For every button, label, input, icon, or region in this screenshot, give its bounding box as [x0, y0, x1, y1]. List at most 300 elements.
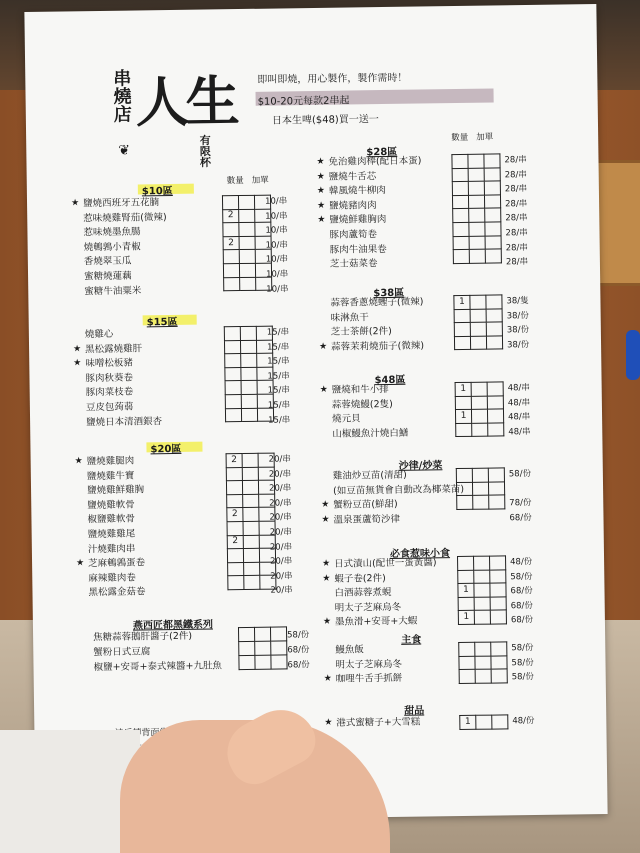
- add-cell[interactable]: [492, 715, 508, 729]
- add-cell[interactable]: [484, 154, 500, 168]
- add-cell[interactable]: [257, 380, 273, 394]
- add-cell[interactable]: [258, 453, 274, 467]
- add-cell[interactable]: [256, 340, 272, 354]
- brand-logo: 人生: [135, 70, 237, 135]
- add-cell[interactable]: [471, 396, 487, 410]
- section-title: $48區: [374, 374, 406, 387]
- qty-cell[interactable]: [239, 641, 255, 655]
- menu-item-price: 28/串: [505, 198, 528, 210]
- add-cell[interactable]: [257, 353, 273, 367]
- add-cell[interactable]: [484, 195, 500, 209]
- add-cell[interactable]: [240, 277, 256, 291]
- add-cell[interactable]: [241, 408, 257, 422]
- menu-item-name: 惹味燒墨魚腸: [83, 226, 141, 239]
- qty-cell[interactable]: 1: [458, 611, 474, 625]
- menu-item-price: 58/份: [508, 469, 532, 480]
- section-title: $38區: [373, 287, 405, 300]
- qty-cell[interactable]: [458, 597, 474, 611]
- add-cell[interactable]: [474, 610, 490, 624]
- add-header: 加單: [251, 175, 269, 186]
- qty-cell[interactable]: [456, 423, 472, 437]
- menu-item-price: 28/串: [504, 169, 527, 180]
- menu-item-price: 20/串: [270, 585, 293, 597]
- qty-cell[interactable]: [458, 556, 474, 570]
- order-grid[interactable]: [226, 453, 277, 591]
- star-icon: ★: [322, 617, 332, 628]
- menu-item-price: 58/份: [287, 630, 310, 641]
- menu-item-name: 免治雞肉棒(配日本蛋): [328, 155, 422, 168]
- qty-cell[interactable]: 1: [455, 410, 471, 424]
- add-cell[interactable]: [271, 641, 287, 655]
- add-cell[interactable]: [484, 167, 500, 181]
- qty-cell[interactable]: [453, 209, 469, 223]
- star-icon: ★: [319, 384, 328, 395]
- menu-item-name: 焦糖蒜蓉鵝肝醬子(2件): [93, 630, 193, 644]
- add-cell[interactable]: [255, 222, 271, 236]
- add-cell[interactable]: [475, 642, 491, 656]
- menu-item-name: 蒜蓉茉莉燒茄子(微辣): [331, 340, 425, 353]
- add-cell[interactable]: [476, 715, 492, 729]
- add-cell[interactable]: [472, 482, 488, 496]
- qty-cell[interactable]: 2: [223, 209, 239, 223]
- add-cell[interactable]: [244, 562, 260, 576]
- add-cell[interactable]: [259, 507, 275, 521]
- qty-cell[interactable]: 1: [458, 583, 474, 597]
- add-cell[interactable]: [239, 209, 255, 223]
- add-cell[interactable]: [239, 223, 255, 237]
- add-cell[interactable]: [255, 236, 271, 250]
- menu-item-price: 28/串: [504, 155, 527, 166]
- add-cell[interactable]: [470, 309, 486, 323]
- add-cell[interactable]: [241, 381, 257, 395]
- qty-cell[interactable]: [453, 250, 469, 264]
- add-cell[interactable]: [259, 548, 275, 562]
- section-title: 主食: [401, 634, 422, 646]
- add-cell[interactable]: [490, 610, 506, 624]
- menu-item-price: 48/串: [507, 383, 530, 394]
- add-cell[interactable]: [468, 154, 484, 168]
- add-cell[interactable]: [270, 627, 286, 641]
- menu-item-name: 味淋魚干: [330, 311, 369, 324]
- add-cell[interactable]: [468, 195, 484, 209]
- add-cell[interactable]: [241, 354, 257, 368]
- star-icon: ★: [319, 341, 328, 352]
- qty-cell[interactable]: [225, 367, 241, 381]
- menu-item-name: 明太子芝麻烏冬: [334, 601, 402, 614]
- qty-cell[interactable]: 1: [454, 295, 470, 309]
- add-cell[interactable]: [489, 495, 505, 509]
- add-cell[interactable]: [486, 322, 502, 336]
- menu-item-name: 鹽燒雞鮮雞胸: [86, 484, 145, 497]
- menu-item-price: 48/份: [510, 556, 533, 568]
- add-cell[interactable]: [255, 209, 271, 223]
- qty-cell[interactable]: [452, 154, 468, 168]
- menu-item-price: 38/份: [506, 325, 530, 336]
- menu-item-name: 黑松露燒雞肝: [85, 343, 143, 355]
- menu-item-price: 15/串: [267, 341, 290, 353]
- add-cell[interactable]: [488, 423, 504, 437]
- add-cell[interactable]: [259, 535, 275, 549]
- add-cell[interactable]: [469, 209, 485, 223]
- menu-item-price: 20/串: [268, 483, 292, 494]
- menu-item-price: 68/份: [287, 645, 310, 656]
- menu-item-name: 白酒蒜蓉煮蜆: [334, 587, 392, 599]
- add-cell[interactable]: [243, 535, 259, 549]
- add-cell[interactable]: [257, 367, 273, 381]
- qty-cell[interactable]: [226, 467, 242, 481]
- menu-item-price: 28/串: [505, 228, 528, 239]
- star-icon: ★: [70, 198, 80, 209]
- menu-item-name: 豚肉菜枝卷: [85, 386, 134, 399]
- qty-cell[interactable]: [228, 576, 244, 590]
- section-title: 必食惹味小食: [389, 548, 451, 560]
- menu-item-price: 58/份: [511, 657, 534, 668]
- add-cell[interactable]: [241, 367, 257, 381]
- add-cell[interactable]: [491, 642, 507, 656]
- promo-beer: 日本生啤($48)買一送一: [271, 114, 379, 127]
- menu-item-price: 15/串: [267, 385, 290, 397]
- menu-item-name: 日式漬山(配世一蛋黃醬): [334, 557, 437, 570]
- add-cell[interactable]: [468, 168, 484, 182]
- add-cell[interactable]: [471, 409, 487, 423]
- add-cell[interactable]: [471, 382, 487, 396]
- menu-item-price: 20/串: [269, 527, 292, 538]
- qty-cell[interactable]: [455, 396, 471, 410]
- menu-item-price: 48/串: [507, 397, 531, 408]
- qty-cell[interactable]: [223, 250, 239, 264]
- qty-cell[interactable]: 1: [455, 382, 471, 396]
- menu-item-name: 明太子芝麻烏冬: [335, 658, 403, 671]
- add-cell[interactable]: [470, 322, 486, 336]
- blue-pen: [626, 330, 640, 380]
- add-cell[interactable]: [487, 382, 503, 396]
- add-cell[interactable]: [243, 548, 259, 562]
- add-cell[interactable]: [468, 181, 484, 195]
- add-cell[interactable]: [485, 222, 501, 236]
- menu-item-price: 15/串: [267, 400, 291, 411]
- menu-item-price: 58/份: [510, 571, 533, 582]
- menu-item-name: 鹽燒西班牙五花腩: [82, 197, 160, 210]
- add-cell[interactable]: [258, 480, 274, 494]
- add-cell[interactable]: [244, 576, 260, 590]
- add-cell[interactable]: [240, 340, 256, 354]
- section-title: 沙律/炒菜: [398, 460, 443, 472]
- qty-cell[interactable]: [456, 482, 472, 496]
- menu-item-name: 芝士茶餅(2件): [330, 326, 392, 338]
- add-cell[interactable]: [473, 495, 489, 509]
- qty-cell[interactable]: [459, 656, 475, 670]
- qty-cell[interactable]: 2: [227, 535, 243, 549]
- star-icon: ★: [322, 558, 331, 569]
- qty-cell[interactable]: [225, 381, 241, 395]
- menu-item-name: 味噌松板豬: [85, 357, 133, 370]
- add-cell[interactable]: [474, 556, 490, 570]
- menu-item-price: 15/串: [267, 371, 290, 382]
- add-cell[interactable]: [242, 467, 258, 481]
- menu-item-price: 48/份: [512, 715, 535, 727]
- add-cell[interactable]: [256, 326, 272, 340]
- menu-item-price: 68/份: [510, 600, 533, 612]
- add-cell[interactable]: [257, 408, 273, 422]
- section-title: 燕西匠都黑鐵系列: [132, 619, 214, 632]
- order-grid[interactable]: [451, 153, 502, 263]
- add-cell[interactable]: [470, 336, 486, 350]
- add-cell[interactable]: [490, 556, 506, 570]
- star-icon: ★: [317, 215, 326, 226]
- qty-cell[interactable]: [224, 277, 240, 291]
- add-cell[interactable]: [259, 521, 275, 535]
- menu-item-price: 48/串: [508, 426, 531, 438]
- menu-item-name: 蒜蓉燒鰻(2隻): [331, 398, 393, 411]
- qty-cell[interactable]: [239, 655, 255, 669]
- add-cell[interactable]: [490, 569, 506, 583]
- add-cell[interactable]: [472, 423, 488, 437]
- menu-item-name: 港式蜜糖子+大雪糕: [336, 716, 421, 729]
- add-cell[interactable]: [491, 655, 507, 669]
- menu-item-price: 10/串: [265, 210, 288, 222]
- menu-item-name: 燒雞心: [84, 328, 114, 341]
- order-grid[interactable]: [458, 641, 508, 683]
- star-icon: ★: [317, 200, 326, 211]
- add-cell[interactable]: [240, 326, 256, 340]
- qty-cell[interactable]: 2: [223, 236, 239, 250]
- menu-item-name: 惹味燒雞腎茄(微辣): [83, 211, 167, 224]
- section-title: $20區: [150, 443, 182, 456]
- menu-item-price: 20/串: [268, 454, 291, 465]
- qty-cell[interactable]: [452, 195, 468, 209]
- sleeve: [0, 730, 140, 853]
- menu-item-name: 香燒翠玉瓜: [83, 255, 132, 268]
- menu-sheet: [24, 4, 607, 822]
- menu-item-name: 豆皮包蒟蒻: [85, 401, 134, 414]
- menu-item-price: 38/隻: [506, 296, 529, 307]
- qty-cell[interactable]: 2: [226, 454, 242, 468]
- add-cell[interactable]: [469, 236, 485, 250]
- add-cell[interactable]: [257, 394, 273, 408]
- menu-item-price: 10/串: [264, 196, 288, 207]
- menu-item-price: 10/串: [266, 283, 289, 295]
- qty-cell[interactable]: 2: [227, 508, 243, 522]
- order-grid[interactable]: [457, 555, 507, 625]
- menu-item-price: 10/串: [265, 240, 288, 251]
- section-title: $15區: [146, 316, 178, 329]
- menu-item-name: 鰻魚飯: [335, 644, 364, 656]
- star-icon: ★: [316, 156, 325, 167]
- add-cell[interactable]: [255, 641, 271, 655]
- star-icon: ★: [73, 343, 82, 354]
- qty-cell[interactable]: [227, 494, 243, 508]
- order-grid[interactable]: [238, 626, 288, 670]
- add-cell[interactable]: [490, 583, 506, 597]
- menu-item-name: 芝麻鵪鶉蛋卷: [88, 557, 146, 570]
- star-icon: ★: [74, 456, 83, 467]
- add-cell[interactable]: [484, 181, 500, 195]
- menu-item-price: 58/份: [511, 672, 534, 683]
- menu-item-price: 68/份: [287, 660, 310, 671]
- menu-item-name: 麻辣雞肉卷: [88, 572, 136, 584]
- star-icon: ★: [316, 171, 325, 182]
- qty-cell[interactable]: [228, 562, 244, 576]
- order-grid[interactable]: [455, 381, 505, 437]
- add-cell[interactable]: [239, 236, 255, 250]
- qty-cell[interactable]: [454, 323, 470, 337]
- menu-item-price: 20/串: [269, 512, 292, 524]
- add-cell[interactable]: [243, 521, 259, 535]
- menu-item-price: 20/串: [269, 541, 293, 553]
- butterfly-icon: ❦: [118, 142, 131, 159]
- menu-item-name: 豚肉秋葵卷: [85, 372, 134, 385]
- qty-cell[interactable]: [452, 168, 468, 182]
- add-cell[interactable]: [239, 263, 255, 277]
- add-cell[interactable]: [469, 222, 485, 236]
- add-cell[interactable]: [472, 468, 488, 482]
- menu-item-name: 蟹粉日式豆腐: [93, 646, 151, 659]
- add-cell[interactable]: [243, 508, 259, 522]
- qty-cell[interactable]: [453, 222, 469, 236]
- add-cell[interactable]: [255, 249, 271, 263]
- qty-cell[interactable]: [223, 223, 239, 237]
- qty-cell[interactable]: [456, 468, 472, 482]
- add-cell[interactable]: [241, 394, 257, 408]
- add-cell[interactable]: [238, 195, 254, 209]
- star-icon: ★: [76, 558, 85, 569]
- menu-item-name: 燒元貝: [332, 413, 361, 425]
- add-cell[interactable]: [490, 597, 506, 611]
- add-cell[interactable]: [256, 277, 272, 291]
- menu-item-name: 燒鵪鶉小青椒: [83, 241, 141, 254]
- menu-item-price: 20/串: [270, 571, 293, 582]
- add-cell[interactable]: [485, 249, 501, 263]
- qty-cell[interactable]: [222, 196, 238, 210]
- qty-cell[interactable]: [453, 236, 469, 250]
- add-cell[interactable]: [474, 583, 490, 597]
- menu-item-name: 豚肉蘆筍卷: [329, 229, 378, 241]
- add-cell[interactable]: [488, 468, 504, 482]
- section-title: 甜品: [404, 705, 425, 717]
- menu-item-name: 墨魚滑+安哥+大蝦: [334, 615, 418, 629]
- star-icon: ★: [321, 500, 330, 511]
- add-cell[interactable]: [488, 481, 504, 495]
- add-cell[interactable]: [258, 467, 274, 481]
- add-cell[interactable]: [485, 208, 501, 222]
- menu-item-name: 雞油炒豆苗(清甜): [332, 469, 407, 482]
- menu-item-price: 20/串: [270, 556, 293, 567]
- menu-item-price: 58/份: [511, 642, 534, 654]
- add-cell[interactable]: [271, 655, 287, 669]
- add-cell[interactable]: [487, 395, 503, 409]
- add-cell[interactable]: [259, 494, 275, 508]
- menu-item-price: 68/份: [510, 615, 534, 626]
- add-cell[interactable]: [242, 480, 258, 494]
- star-icon: ★: [322, 573, 331, 584]
- order-grid[interactable]: [222, 195, 272, 292]
- add-cell[interactable]: [255, 263, 271, 277]
- qty-cell[interactable]: [459, 669, 475, 683]
- menu-item-name: 椒鹽+安哥+泰式辣醬+九肚魚: [93, 660, 222, 674]
- qty-cell[interactable]: [454, 336, 470, 350]
- qty-cell[interactable]: [458, 570, 474, 584]
- menu-item-price: 28/串: [504, 184, 528, 195]
- add-cell[interactable]: [475, 656, 491, 670]
- qty-cell[interactable]: [227, 549, 243, 563]
- promo-note: 即叫即燒，用心製作，製作需時！: [257, 72, 408, 86]
- add-cell[interactable]: [254, 195, 270, 209]
- menu-item-price: 10/串: [265, 254, 289, 266]
- qty-cell[interactable]: [238, 627, 254, 641]
- add-cell[interactable]: [485, 235, 501, 249]
- add-cell[interactable]: [260, 562, 276, 576]
- add-cell[interactable]: [486, 336, 502, 350]
- menu-item-price: 78/份: [509, 498, 532, 509]
- add-cell[interactable]: [491, 669, 507, 683]
- order-grid[interactable]: [456, 467, 506, 509]
- add-cell[interactable]: [486, 295, 502, 309]
- qty-header: 數量: [226, 175, 244, 187]
- brand-side: 有限杯: [198, 134, 212, 168]
- qty-cell[interactable]: 1: [460, 715, 476, 729]
- add-cell[interactable]: [470, 295, 486, 309]
- add-cell[interactable]: [475, 669, 491, 683]
- qty-cell[interactable]: [224, 327, 240, 341]
- qty-cell[interactable]: [454, 309, 470, 323]
- menu-item-name: 黑松露金菇卷: [88, 586, 146, 599]
- menu-item-price: 38/份: [507, 339, 530, 351]
- qty-cell[interactable]: [225, 395, 241, 409]
- qty-cell[interactable]: [226, 481, 242, 495]
- add-cell[interactable]: [243, 494, 259, 508]
- add-cell[interactable]: [242, 453, 258, 467]
- qty-cell[interactable]: [452, 182, 468, 196]
- order-grid[interactable]: [459, 714, 508, 729]
- menu-item-name: 蒜蓉香蔥燒蟶子(微辣): [330, 296, 424, 309]
- add-cell[interactable]: [487, 409, 503, 423]
- qty-cell[interactable]: [457, 496, 473, 510]
- star-icon: ★: [323, 673, 332, 685]
- menu-item-price: 15/串: [267, 356, 290, 367]
- menu-item-name: 鹽燒鮮雞胸肉: [329, 214, 387, 227]
- qty-cell[interactable]: [225, 354, 241, 368]
- menu-item-name: 山椒鰻魚汁燒白鱔: [332, 427, 409, 440]
- menu-item-name: 汁燒雞肉串: [87, 543, 136, 555]
- add-cell[interactable]: [239, 250, 255, 264]
- add-cell[interactable]: [254, 627, 270, 641]
- menu-item-price: 10/串: [265, 269, 289, 280]
- star-icon: ★: [324, 717, 333, 728]
- menu-item-name: 韓風燒牛柳肉: [328, 185, 386, 197]
- section-title: $10區: [141, 185, 173, 198]
- menu-item-price: 38/份: [506, 310, 529, 321]
- qty-cell[interactable]: [227, 521, 243, 535]
- qty-cell[interactable]: [459, 642, 475, 656]
- add-cell[interactable]: [260, 575, 276, 589]
- qty-cell[interactable]: [225, 408, 241, 422]
- menu-item-price: 68/份: [510, 586, 533, 597]
- order-grid[interactable]: [453, 294, 503, 350]
- qty-cell[interactable]: [224, 340, 240, 354]
- qty-cell[interactable]: [223, 264, 239, 278]
- star-icon: ★: [321, 514, 330, 525]
- qty-header-right: 數量: [451, 132, 469, 144]
- menu-item-price: 28/串: [505, 213, 528, 224]
- add-cell[interactable]: [255, 655, 271, 669]
- menu-item-price: 68/份: [509, 512, 532, 524]
- add-cell[interactable]: [474, 570, 490, 584]
- menu-item-name: 鹽燒和牛小排: [331, 383, 389, 396]
- add-cell[interactable]: [474, 597, 490, 611]
- add-cell[interactable]: [469, 249, 485, 263]
- add-cell[interactable]: [486, 308, 502, 322]
- order-grid[interactable]: [224, 326, 274, 423]
